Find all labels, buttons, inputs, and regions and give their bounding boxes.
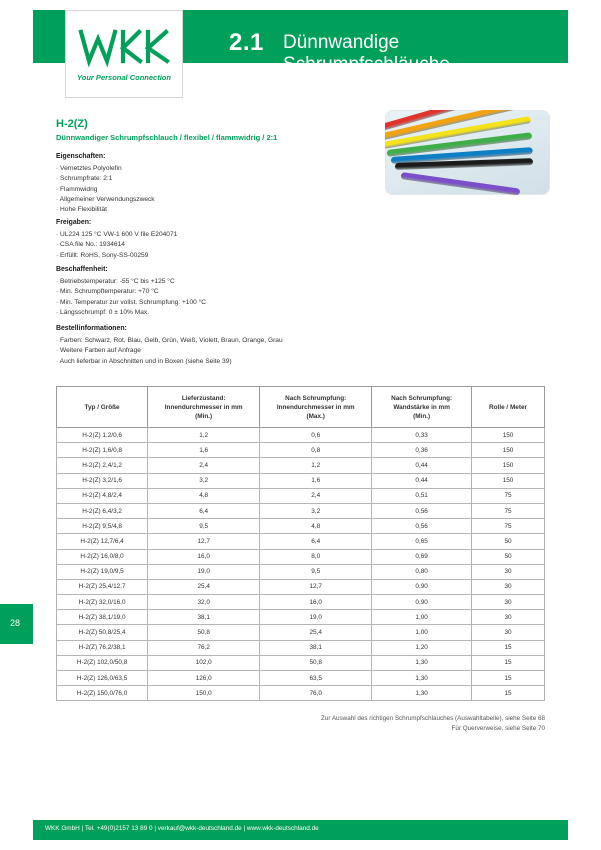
table-cell: 1,2 [148, 428, 260, 443]
cell-typ: H-2(Z) 12,7/6,4 [57, 534, 148, 549]
table-cell: 1,30 [372, 655, 472, 670]
cell-typ: H-2(Z) 126,0/63,5 [57, 671, 148, 686]
list-item: · Allgemeiner Verwendungszweck [56, 195, 155, 205]
cell-typ: H-2(Z) 76,2/38,1 [57, 640, 148, 655]
table-cell: 3,2 [148, 473, 260, 488]
table-cell: 75 [472, 519, 545, 534]
table-cell: 0,90 [372, 579, 472, 594]
table-cell: 126,0 [148, 671, 260, 686]
cell-typ: H-2(Z) 25,4/12,7 [57, 579, 148, 594]
section-list [56, 164, 155, 215]
list-item: · Min. Schrumpftemperatur: +70 °C [56, 287, 206, 297]
table-cell: 2,4 [148, 458, 260, 473]
section-heading: Bestellinformationen: [56, 325, 127, 332]
cell-typ: H-2(Z) 150,0/76,0 [57, 686, 148, 701]
table-cell: 1,00 [372, 625, 472, 640]
cell-typ: H-2(Z) 102,0/50,8 [57, 655, 148, 670]
page-subtitle: Dünnwandiger Schrumpfschlauch / flexibel / flammwidrig / 2:1 [56, 133, 278, 142]
table-cell: 76,0 [260, 686, 372, 701]
table-cell: 76,2 [148, 640, 260, 655]
section-beschaffenheit [56, 265, 206, 318]
table-cell: 150 [472, 473, 545, 488]
table-cell: 15 [472, 671, 545, 686]
table-cell: 38,1 [260, 640, 372, 655]
table-cell: 50,8 [148, 625, 260, 640]
table-row [57, 640, 545, 655]
table-cell: 9,5 [148, 519, 260, 534]
table-cell: 8,0 [260, 549, 372, 564]
wkk-logo-icon [76, 27, 172, 71]
table-row [57, 534, 545, 549]
table-cell: 15 [472, 686, 545, 701]
cell-typ: H-2(Z) 1,2/0,6 [57, 428, 148, 443]
table-row [57, 473, 545, 488]
list-item: · Min. Temperatur zur vollst. Schrumpfung: +100 °C [56, 298, 206, 308]
table-cell: 30 [472, 579, 545, 594]
specifications-table [56, 386, 545, 701]
header-line: (Min.) [413, 412, 431, 420]
table-cell: 0,6 [260, 428, 372, 443]
footnote-line: Für Querverweise, siehe Seite 70 [451, 724, 545, 732]
logo-box [65, 10, 183, 98]
logo-slogan: Your Personal Connection [77, 73, 171, 82]
column-header-rolle-meter [472, 387, 545, 428]
column-header-typ [57, 387, 148, 428]
table-row [57, 579, 545, 594]
header-line: Nach Schrumpfung: [391, 394, 453, 402]
cell-typ: H-2(Z) 9,5/4,8 [57, 519, 148, 534]
table-cell: 19,0 [148, 564, 260, 579]
cell-typ: H-2(Z) 2,4/1,2 [57, 458, 148, 473]
table-cell: 4,8 [260, 519, 372, 534]
table-cell: 150 [472, 428, 545, 443]
table-cell: 1,6 [148, 443, 260, 458]
table-cell: 0,33 [372, 428, 472, 443]
table-cell: 12,7 [148, 534, 260, 549]
table-cell: 2,4 [260, 488, 372, 503]
cell-typ: H-2(Z) 50,8/25,4 [57, 625, 148, 640]
table-cell: 25,4 [148, 579, 260, 594]
table-cell: 1,30 [372, 686, 472, 701]
column-header-nach-schrumpfung-innen [260, 387, 372, 428]
cell-typ: H-2(Z) 1,6/0,8 [57, 443, 148, 458]
table-cell: 1,00 [372, 610, 472, 625]
specifications-table-wrap [56, 386, 545, 701]
table-cell: 1,2 [260, 458, 372, 473]
page-number: 28 [10, 618, 21, 628]
column-header-nach-schrumpfung-wand [372, 387, 472, 428]
footer-contact: WKK GmbH | Tel. +49(0)2157 13 89 0 | verkauf@wkk-deutschland.de | www.wkk-deutschland.de [45, 825, 319, 832]
header-line: Nach Schrumpfung: [285, 394, 347, 402]
footnote-line: Zur Auswahl des richtigen Schrumpfschlauches (Auswahltabelle), siehe Seite 68 [320, 715, 545, 722]
table-cell: 1,6 [260, 473, 372, 488]
table-row [57, 686, 545, 701]
table-cell: 32,0 [148, 595, 260, 610]
section-freigaben [56, 218, 177, 261]
table-cell: 1,20 [372, 640, 472, 655]
table-cell: 19,0 [260, 610, 372, 625]
table-cell: 30 [472, 564, 545, 579]
chapter-number: 2.1 [229, 29, 264, 56]
table-row [57, 610, 545, 625]
section-heading: Beschaffenheit: [56, 266, 108, 273]
list-item: · UL224 125 °C VW-1 600 V file E204071 [56, 230, 177, 240]
chapter-title: Dünnwandige Schrumpfschläuche [283, 32, 450, 75]
table-row [57, 564, 545, 579]
list-item: · Vernetztes Polyolefin [56, 164, 155, 174]
list-item: · Auch lieferbar in Abschnitten und in Boxen (siehe Seite 39) [56, 357, 283, 367]
list-item: · Erfüllt: RoHS, Sony-SS-00259 [56, 251, 177, 261]
page-title: H-2(Z) [56, 118, 88, 130]
list-item: · Längsschrumpf: 0 ± 10% Max. [56, 308, 206, 318]
list-item: · Weitere Farben auf Anfrage [56, 346, 283, 356]
footnotes [245, 714, 545, 733]
cell-typ: H-2(Z) 38,1/19,0 [57, 610, 148, 625]
header-line: Typ / Größe [84, 403, 120, 411]
table-cell: 75 [472, 488, 545, 503]
table-cell: 50,8 [260, 655, 372, 670]
header-line: Innendurchmesser in mm [164, 403, 243, 411]
table-cell: 0,56 [372, 503, 472, 518]
list-item: · Flammwidrig [56, 185, 155, 195]
section-eigenschaften [56, 152, 155, 215]
header-line: (Min.) [195, 412, 213, 420]
table-body [57, 428, 545, 701]
table-head [57, 387, 545, 428]
table-row [57, 488, 545, 503]
section-heading: Freigaben: [56, 219, 92, 226]
cell-typ: H-2(Z) 19,0/9,5 [57, 564, 148, 579]
table-row [57, 655, 545, 670]
table-row [57, 428, 545, 443]
table-cell: 1,30 [372, 671, 472, 686]
table-row [57, 549, 545, 564]
table-cell: 150 [472, 443, 545, 458]
table-row [57, 519, 545, 534]
table-cell: 0,56 [372, 519, 472, 534]
table-cell: 0,90 [372, 595, 472, 610]
table-cell: 15 [472, 655, 545, 670]
table-row [57, 503, 545, 518]
table-cell: 6,4 [260, 534, 372, 549]
table-cell: 50 [472, 534, 545, 549]
table-cell: 15 [472, 640, 545, 655]
column-header-lieferzustand [148, 387, 260, 428]
page-number-tab [0, 604, 33, 644]
list-item: · CSA file No.: 1934614 [56, 240, 177, 250]
list-item: · Schrumpfrate: 2:1 [56, 174, 155, 184]
table-cell: 9,5 [260, 564, 372, 579]
table-cell: 4,8 [148, 488, 260, 503]
cell-typ: H-2(Z) 4,8/2,4 [57, 488, 148, 503]
cell-typ: H-2(Z) 3,2/1,6 [57, 473, 148, 488]
table-cell: 3,2 [260, 503, 372, 518]
table-cell: 38,1 [148, 610, 260, 625]
table-header-row [57, 387, 545, 428]
table-cell: 150 [472, 458, 545, 473]
table-cell: 0,36 [372, 443, 472, 458]
header-line: Innendurchmesser in mm [276, 403, 355, 411]
header-line: (Max.) [306, 412, 325, 420]
table-cell: 75 [472, 503, 545, 518]
section-bestellinformationen [56, 324, 283, 367]
table-cell: 16,0 [148, 549, 260, 564]
table-cell: 0,44 [372, 458, 472, 473]
table-row [57, 595, 545, 610]
table-cell: 102,0 [148, 655, 260, 670]
table-cell: 50 [472, 549, 545, 564]
header-line: Rolle / Meter [489, 403, 528, 411]
cell-typ: H-2(Z) 32,0/16,0 [57, 595, 148, 610]
product-photo [385, 110, 550, 195]
section-list [56, 336, 283, 367]
tube-6 [401, 172, 521, 195]
table-row [57, 458, 545, 473]
table-cell: 0,44 [372, 473, 472, 488]
table-row [57, 625, 545, 640]
section-list [56, 230, 177, 261]
header-line: Lieferzustand: [181, 394, 226, 402]
list-item: · Hohe Flexibilität [56, 205, 155, 215]
table-cell: 63,5 [260, 671, 372, 686]
table-row [57, 443, 545, 458]
table-cell: 30 [472, 625, 545, 640]
table-cell: 0,80 [372, 564, 472, 579]
header-line: Wandstärke in mm [393, 403, 450, 411]
list-item: · Farben: Schwarz, Rot, Blau, Gelb, Grün, Weiß, Violett, Braun, Orange, Grau [56, 336, 283, 346]
table-cell: 30 [472, 595, 545, 610]
table-cell: 0,69 [372, 549, 472, 564]
table-cell: 0,8 [260, 443, 372, 458]
table-cell: 12,7 [260, 579, 372, 594]
list-item: · Betriebstemperatur: -55 °C bis +125 °C [56, 277, 206, 287]
table-cell: 30 [472, 610, 545, 625]
table-row [57, 671, 545, 686]
table-cell: 16,0 [260, 595, 372, 610]
table-cell: 0,51 [372, 488, 472, 503]
table-cell: 6,4 [148, 503, 260, 518]
section-heading: Eigenschaften: [56, 153, 106, 160]
table-cell: 150,0 [148, 686, 260, 701]
table-cell: 0,65 [372, 534, 472, 549]
cell-typ: H-2(Z) 16,0/8,0 [57, 549, 148, 564]
section-list [56, 277, 206, 318]
table-cell: 25,4 [260, 625, 372, 640]
cell-typ: H-2(Z) 6,4/3,2 [57, 503, 148, 518]
